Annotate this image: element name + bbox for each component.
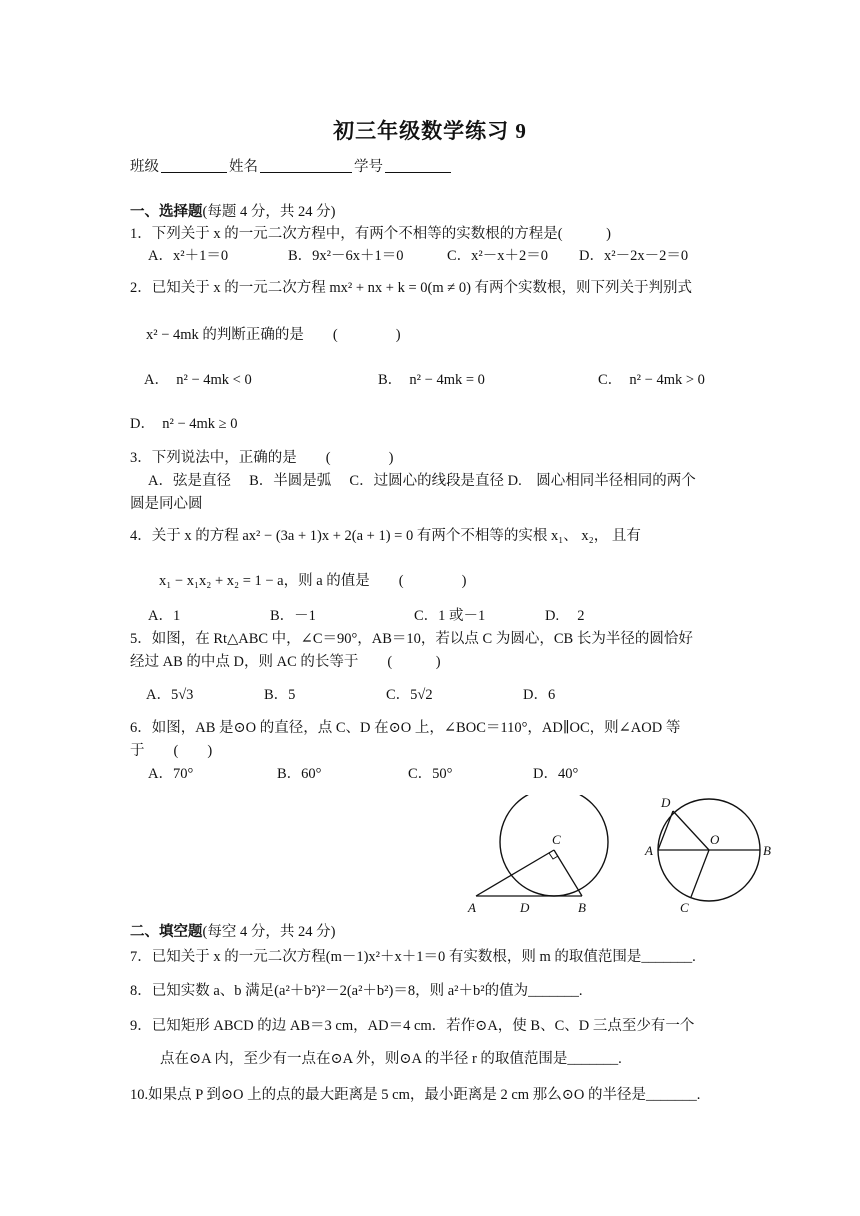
label-o: O (710, 832, 720, 847)
q2-option-b: B． n² − 4mk = 0 (378, 372, 485, 388)
q6-stem-line1: 6．如图，AB 是⊙O 的直径，点 C、D 在⊙O 上，∠BOC＝110°，AD∥OC，则∠AOD 等 (130, 720, 681, 736)
q2-option-a: A． n² − 4mk < 0 (144, 372, 252, 388)
segment-ac (476, 850, 554, 896)
q2-stem-line2: x² − 4mk 的判断正确的是 ( ) (146, 327, 401, 343)
section-heading-choice (130, 200, 335, 221)
label-d: D (520, 900, 530, 915)
segment-oc (691, 850, 709, 897)
label-a: A (645, 843, 653, 858)
id-label: 学号 (354, 159, 383, 175)
segment-cb (554, 850, 582, 896)
segment-od (673, 811, 709, 850)
segment-ad (658, 811, 673, 850)
q4-option-b: B．－1 (270, 608, 316, 624)
q2-option-c: C． n² − 4mk > 0 (598, 372, 705, 388)
q9-line2: 点在⊙A 内，至少有一点在⊙A 外，则⊙A 的半径 r 的取值范围是_______. (160, 1051, 622, 1067)
label-b: B (763, 843, 771, 858)
id-blank[interactable] (385, 158, 451, 173)
q6-option-a: A．70° (148, 766, 194, 782)
q1-option-c: C．x²－x＋2＝0 (447, 248, 549, 264)
section-title: 一、选择题 (130, 204, 203, 220)
label-c: C (680, 900, 689, 915)
label-b: B (578, 900, 586, 915)
label-d: D (661, 795, 671, 810)
q4-stem-line2: x₁ − x₁x₂ + x₂ = 1 − a，则 a 的值是 ( ) (159, 573, 467, 589)
q1-stem: 1．下列关于 x 的一元二次方程中，有两个不相等的实数根的方程是( ) (130, 226, 611, 242)
header-fields (130, 155, 453, 176)
q1-option-b: B．9x²－6x＋1＝0 (288, 248, 404, 264)
q3-options-line: A．弦是直径 B．半圆是弧 C．过圆心的线段是直径 D. 圆心相同半径相同的两个 (148, 473, 696, 489)
q5-option-a: A．5√3 (146, 687, 194, 703)
q5-option-d: D．6 (523, 687, 556, 703)
q5-stem-line1: 5．如图，在 Rt△ABC 中，∠C＝90°，AB＝10，若以点 C 为圆心，CB 长为半径的圆恰好 (130, 631, 693, 647)
q1-option-d: D．x²－2x－2＝0 (579, 248, 689, 264)
q6-stem-line2: 于 ( ) (130, 743, 213, 759)
q5-option-c: C．5√2 (386, 687, 433, 703)
q2-stem-line1: 2．已知关于 x 的一元二次方程 mx² + nx + k = 0(m ≠ 0) 有两个实数根，则下列关于判别式 (130, 280, 693, 296)
q4-option-a: A．1 (148, 608, 181, 624)
q1-option-a: A．x²＋1＝0 (148, 248, 229, 264)
figure-circle-o (640, 790, 785, 915)
q5-stem-line2: 经过 AB 的中点 D，则 AC 的长等于 ( ) (130, 654, 441, 670)
class-label: 班级 (130, 159, 159, 175)
q6-option-d: D．40° (533, 766, 579, 782)
q6-option-c: C．50° (408, 766, 453, 782)
q4-option-c: C．1 或－1 (414, 608, 486, 624)
q8-text: 8．已知实数 a、b 满足(a²＋b²)²－2(a²＋b²)＝8，则 a²＋b²的值为_______. (130, 983, 583, 999)
q10-text: 10.如果点 P 到⊙O 上的点的最大距离是 5 cm，最小距离是 2 cm 那么⊙O 的半径是_______. (130, 1087, 701, 1103)
name-blank[interactable] (260, 158, 352, 173)
q4-stem-line1: 4．关于 x 的方程 ax² − (3a + 1)x + 2(a + 1) = 0 有两个不相等的实根 x₁、 x₂， 且有 (130, 528, 641, 544)
q4-option-d: D. 2 (545, 608, 585, 624)
section-title: 二、填空题 (130, 924, 203, 940)
q3-stem: 3．下列说法中，正确的是 ( ) (130, 450, 394, 466)
section-note: (每空 4 分，共 24 分) (202, 924, 336, 940)
section-note: (每题 4 分，共 24 分) (202, 204, 336, 220)
name-label: 姓名 (229, 159, 258, 175)
label-a: A (468, 900, 476, 915)
q7-text: 7．已知关于 x 的一元二次方程(m－1)x²＋x＋1＝0 有实数根，则 m 的取值范围是_______. (130, 949, 696, 965)
q3-options-wrap: 圆是同心圆 (130, 496, 203, 512)
q5-option-b: B．5 (264, 687, 296, 703)
section-heading-fill (130, 920, 335, 941)
figure-right-triangle-circle (460, 795, 620, 920)
q9-line1: 9．已知矩形 ABCD 的边 AB＝3 cm，AD＝4 cm．若作⊙A，使 B、C、D 三点至少有一个 (130, 1018, 695, 1034)
page-title: 初三年级数学练习 9 (333, 119, 527, 143)
q6-option-b: B．60° (277, 766, 322, 782)
q2-option-d: D． n² − 4mk ≥ 0 (130, 416, 238, 432)
label-c: C (552, 832, 561, 847)
class-blank[interactable] (161, 158, 227, 173)
